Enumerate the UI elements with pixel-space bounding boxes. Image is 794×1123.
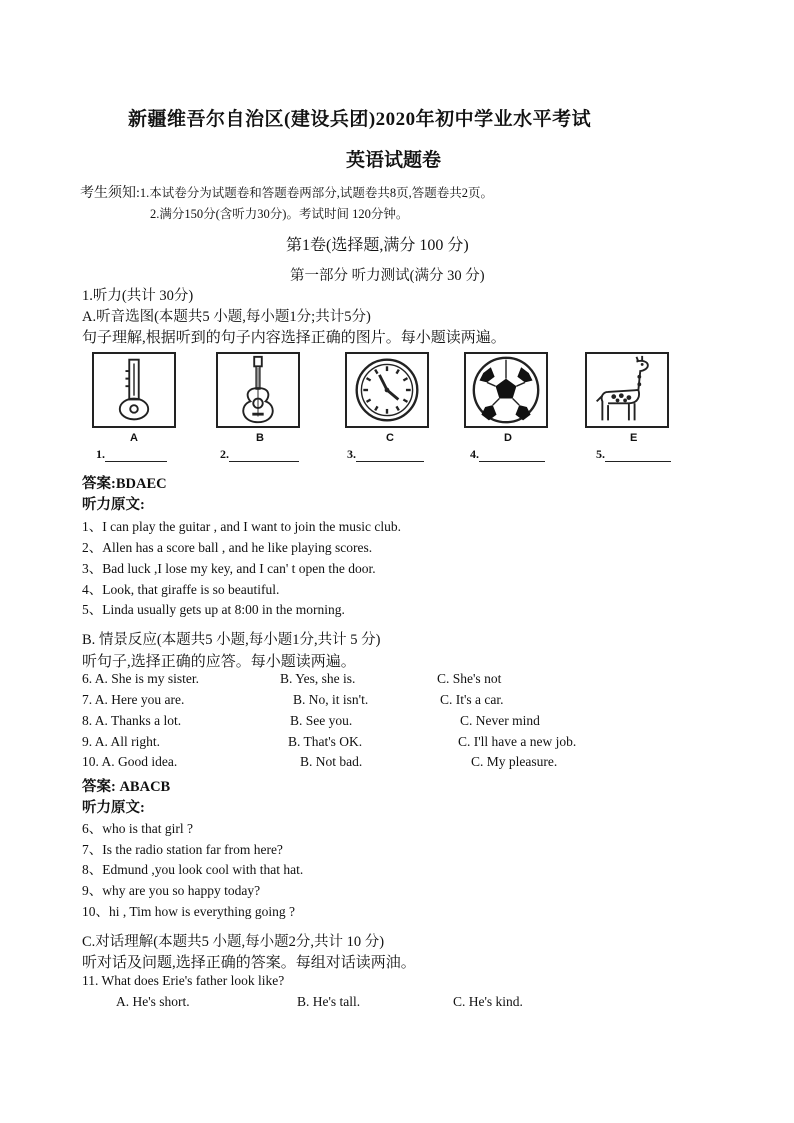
notice-label: 考生须知: xyxy=(80,186,140,201)
option-a: 6. A. She is my sister. xyxy=(82,671,200,686)
key-icon xyxy=(94,354,174,426)
option-b: B. See you. xyxy=(290,713,353,728)
question-11: 11. What does Erie's father look like? xyxy=(82,973,285,988)
section-b-instruction: 听句子,选择正确的应答。每小题读两遍。 xyxy=(82,654,356,670)
picture-letter: D xyxy=(504,432,512,444)
section-b-transcript-label: 听力原文: xyxy=(82,800,145,816)
blank-number: 2. xyxy=(220,447,229,461)
blank-rule xyxy=(356,449,424,462)
transcript-line: 2、Allen has a score ball , and he like playing scores. xyxy=(82,540,373,555)
blank-number: 4. xyxy=(470,447,479,461)
option-b: B. He's tall. xyxy=(297,994,361,1009)
answer-blank xyxy=(96,447,167,462)
listening-heading: 1.听力(共计 30分) xyxy=(82,288,194,304)
transcript-line: 10、hi , Tim how is everything going ? xyxy=(82,904,296,919)
guitar-picture xyxy=(216,352,300,428)
transcript-line: 3、Bad luck ,I lose my key, and I can' t open the door. xyxy=(82,561,376,576)
transcript-line: 6、who is that girl ? xyxy=(82,821,193,836)
answer-blank xyxy=(347,447,424,462)
picture-letter: A xyxy=(130,432,138,444)
answer-blank xyxy=(596,447,671,462)
section-a-transcript-label: 听力原文: xyxy=(82,497,145,513)
option-b: B. No, it isn't. xyxy=(293,692,369,707)
key-picture xyxy=(92,352,176,428)
option-c: C. He's kind. xyxy=(453,994,523,1009)
picture-letter: B xyxy=(256,432,264,444)
volume-heading: 第1卷(选择题,满分 100 分) xyxy=(286,237,469,254)
blank-number: 1. xyxy=(96,447,105,461)
section-c-instruction: 听对话及问题,选择正确的答案。每组对话读两油。 xyxy=(82,955,416,971)
picture-letter: E xyxy=(630,432,638,444)
section-b-answer: 答案: ABACB xyxy=(82,779,171,795)
transcript-line: 9、why are you so happy today? xyxy=(82,883,261,898)
giraffe-picture xyxy=(585,352,669,428)
picture-letter: C xyxy=(386,432,394,444)
notice-line-2: 2.满分150分(含听力30分)。考试时间 120分钟。 xyxy=(150,207,409,221)
option-a: A. He's short. xyxy=(116,994,190,1009)
football-picture xyxy=(464,352,548,428)
section-a-instruction: 句子理解,根据听到的句子内容选择正确的图片。每小题读两遍。 xyxy=(82,330,506,346)
option-b: B. Yes, she is. xyxy=(280,671,356,686)
blank-rule xyxy=(105,449,167,462)
blank-number: 3. xyxy=(347,447,356,461)
paper-subtitle: 英语试题卷 xyxy=(346,150,442,171)
clock-icon xyxy=(347,354,427,426)
transcript-line: 1、I can play the guitar , and I want to join the music club. xyxy=(82,519,402,534)
part-heading: 第一部分 听力测试(满分 30 分) xyxy=(290,268,485,284)
exam-title: 新疆维吾尔自治区(建设兵团)2020年初中学业水平考试 xyxy=(128,109,592,130)
answer-blank xyxy=(220,447,299,462)
transcript-line: 8、Edmund ,you look cool with that hat. xyxy=(82,862,304,877)
transcript-line: 7、Is the radio station far from here? xyxy=(82,842,283,857)
option-c: C. My pleasure. xyxy=(471,754,558,769)
clock-picture xyxy=(345,352,429,428)
option-a: 8. A. Thanks a lot. xyxy=(82,713,182,728)
section-b-title: B. 情景反应(本题共5 小题,每小题1分,共计 5 分) xyxy=(82,632,381,648)
blank-rule xyxy=(479,449,545,462)
option-c: C. Never mind xyxy=(460,713,540,728)
transcript-line: 4、Look, that giraffe is so beautiful. xyxy=(82,582,280,597)
option-c: C. It's a car. xyxy=(440,692,504,707)
answer-blank xyxy=(470,447,545,462)
section-a-title: A.听音选图(本题共5 小题,每小题1分;共计5分) xyxy=(82,309,371,325)
notice-line-1 xyxy=(80,182,493,202)
giraffe-icon xyxy=(587,354,667,426)
blank-rule xyxy=(605,449,671,462)
option-a: 10. A. Good idea. xyxy=(82,754,178,769)
transcript-line: 5、Linda usually gets up at 8:00 in the morning. xyxy=(82,602,345,617)
option-c: C. She's not xyxy=(437,671,502,686)
blank-number: 5. xyxy=(596,447,605,461)
option-b: B. That's OK. xyxy=(288,734,363,749)
option-b: B. Not bad. xyxy=(300,754,363,769)
notice-text-1: 1.本试卷分为试题卷和答题卷两部分,试题卷共8页,答题卷共2页。 xyxy=(139,186,494,200)
section-a-answer: 答案:BDAEC xyxy=(82,476,167,492)
guitar-icon xyxy=(218,354,298,426)
football-icon xyxy=(466,354,546,426)
option-c: C. I'll have a new job. xyxy=(458,734,577,749)
option-a: 9. A. All right. xyxy=(82,734,161,749)
option-a: 7. A. Here you are. xyxy=(82,692,185,707)
blank-rule xyxy=(229,449,299,462)
section-c-title: C.对话理解(本题共5 小题,每小题2分,共计 10 分) xyxy=(82,934,385,950)
